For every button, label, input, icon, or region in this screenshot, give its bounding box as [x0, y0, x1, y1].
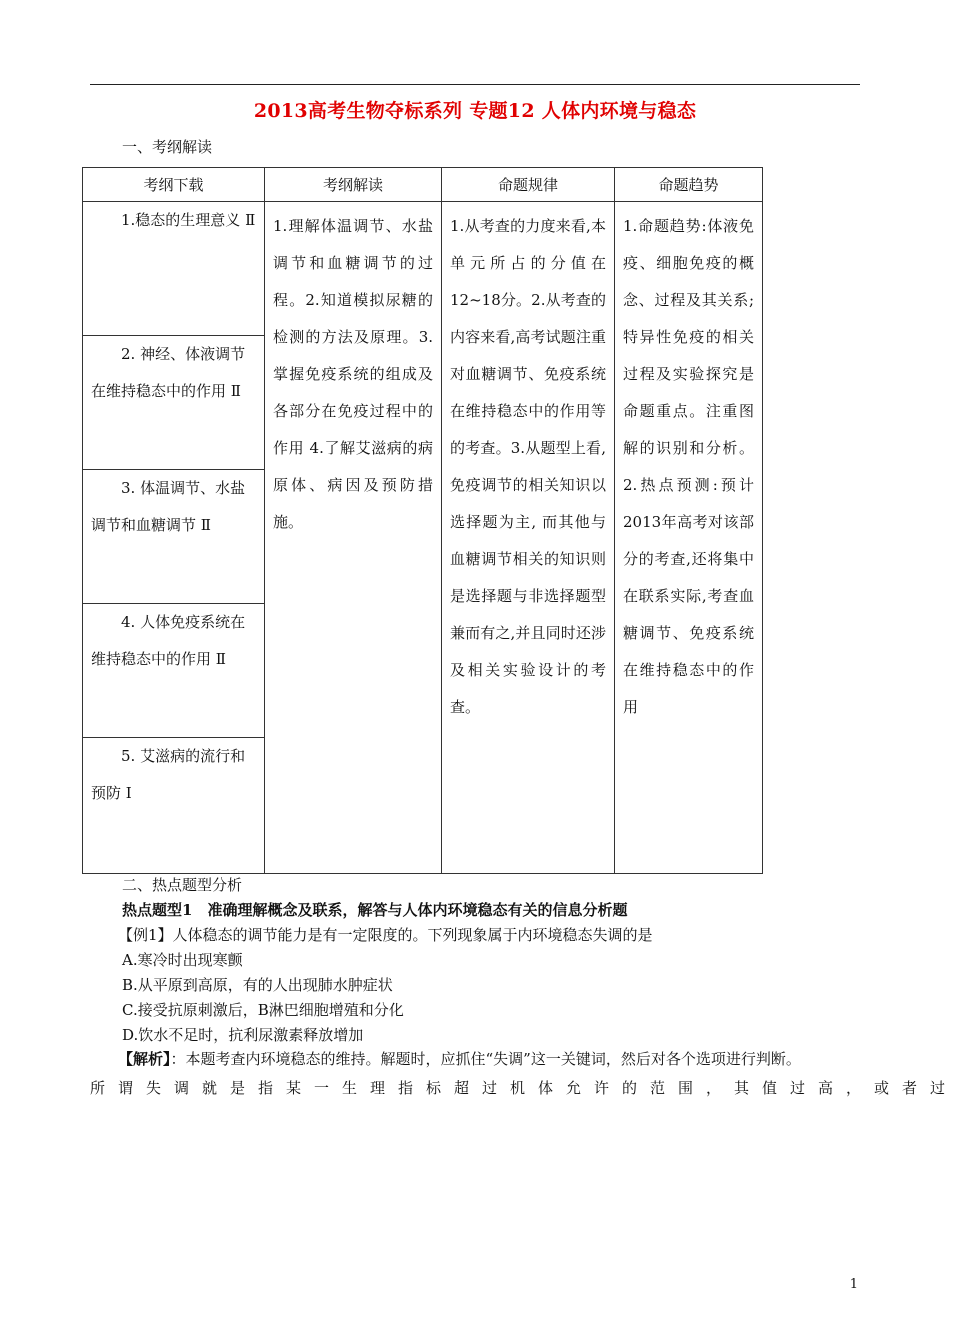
header-rule — [90, 84, 860, 85]
syllabus-download-column — [83, 202, 265, 874]
syllabus-item: 3. 体温调节、水盐调节和血糖调节 Ⅱ — [83, 470, 264, 604]
page-number: 1 — [849, 1277, 858, 1292]
section-heading-hot-topics: 二、热点题型分析 — [122, 876, 243, 894]
example-question: 【例1】人体稳态的调节能力是有一定限度的。下列现象属于内环境稳态失调的是 — [118, 926, 653, 944]
option-b: B.从平原到高原，有的人出现肺水肿症状 — [122, 976, 393, 994]
syllabus-item: 2. 神经、体液调节在维持稳态中的作用 Ⅱ — [83, 336, 264, 470]
analysis-paragraph — [90, 1045, 860, 1074]
analysis-line: 所谓失调就是指某一生理指标超过机体允许的范围，其值过高，或者过 — [90, 1079, 958, 1097]
syllabus-interpretation-cell: 1.理解体温调节、水盐调节和血糖调节的过程。2.知道模拟尿糖的检测的方法及原理。3.掌握免疫系统的组成及各部分在免疫过程中的作用 4.了解艾滋病的病原体、病因及预防措施。 — [265, 202, 442, 874]
option-d: D.饮水不足时，抗利尿激素释放增加 — [122, 1026, 364, 1044]
exam-trend-cell: 1.命题趋势:体液免疫、细胞免疫的概念、过程及其关系;特异性免疫的相关过程及实验探究是命题重点。注重图解的识别和分析。2.热点预测:预计2013年高考对该部分的考查,还将集中在联系实际,考查血糖调节、免疫系统在维持稳态中的作用 — [615, 202, 763, 874]
outline-table — [82, 167, 763, 874]
table-header-cell: 考纲下载 — [83, 168, 265, 202]
page-title: 2013高考生物夺标系列 专题12 人体内环境与稳态 — [253, 100, 697, 122]
syllabus-item: 1.稳态的生理意义 Ⅱ — [83, 202, 264, 336]
table-row — [83, 202, 763, 874]
section-heading-outline: 一、考纲解读 — [122, 138, 213, 156]
option-a: A.寒冷时出现寒颤 — [122, 951, 243, 969]
syllabus-item: 4. 人体免疫系统在维持稳态中的作用 Ⅱ — [83, 604, 264, 738]
exam-pattern-cell: 1.从考查的力度来看,本单元所占的分值在12~18分。2.从考查的内容来看,高考试题注重对血糖调节、免疫系统在维持稳态中的作用等的考查。3.从题型上看,免疫调节的相关知识以选择题为主, 而其他与血糖调节相关的知识则是选择题与非选择题型兼而有之,并且同时还涉及相关实验设计的考查。 — [442, 202, 615, 874]
table-header-cell: 考纲解读 — [265, 168, 442, 202]
table-header-row — [83, 168, 763, 202]
table-header-cell: 命题趋势 — [615, 168, 763, 202]
option-c: C.接受抗原刺激后，B淋巴细胞增殖和分化 — [122, 1001, 404, 1019]
syllabus-item: 5. 艾滋病的流行和预防 Ⅰ — [91, 747, 246, 802]
analysis-text: ：本题考查内环境稳态的维持。解题时，应抓住“失调”这一关键词，然后对各个选项进行判断。 — [170, 1050, 801, 1068]
table-header-cell: 命题规律 — [442, 168, 615, 202]
analysis-label: 【解析】 — [118, 1050, 171, 1068]
hot-question-type: 热点题型1 准确理解概念及联系，解答与人体内环境稳态有关的信息分析题 — [122, 901, 628, 919]
